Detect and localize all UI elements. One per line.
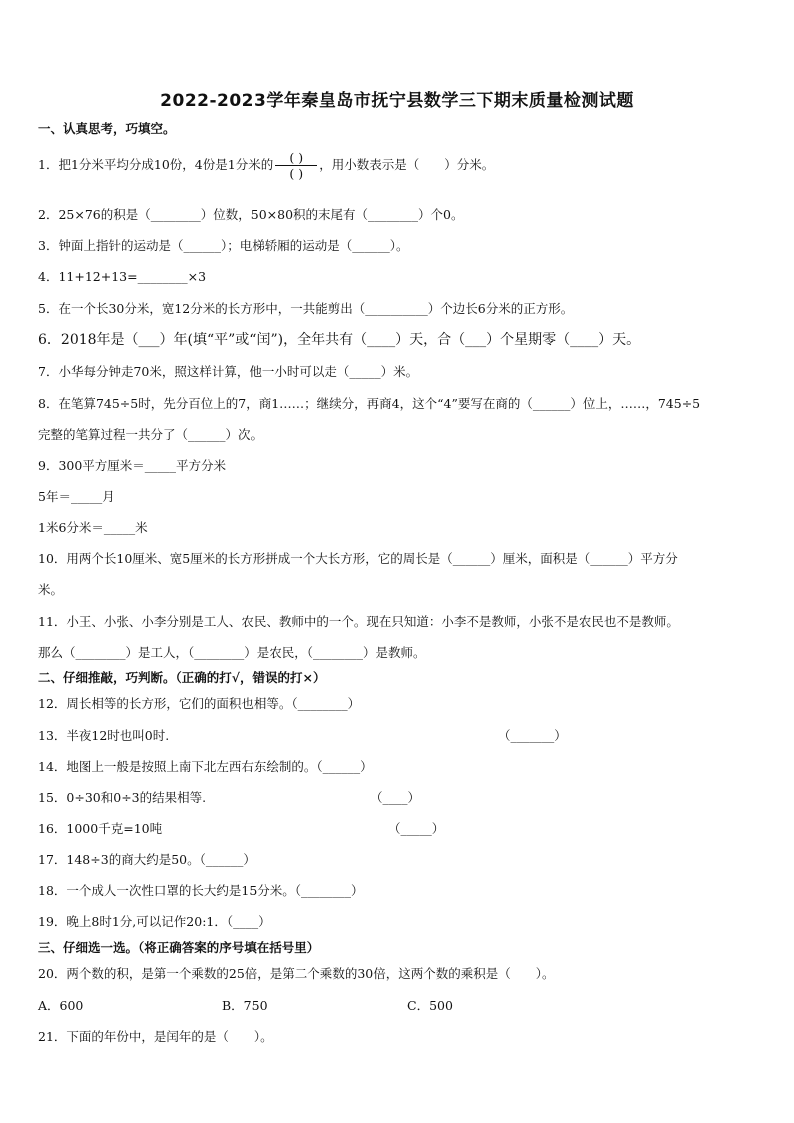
question-16: 16．1000千克=10吨 [38,821,163,836]
question-11-line-2: 那么（________）是工人，（________）是农民，（________）是教师。 [38,645,426,660]
question-1 [38,150,494,181]
fraction-denominator: ( ) [289,166,304,181]
question-13-answer-blank: （_______） [498,728,567,743]
question-21: 21．下面的年份中，是闰年的是（ ）。 [38,1029,273,1044]
question-6: 6．2018年是（___）年(填“平”或“闰”)，全年共有（____）天，合（___）个星期零（____）天。 [38,332,641,348]
section-heading-3: 三、仔细选一选。（将正确答案的序号填在括号里） [38,940,320,955]
blank-fraction [275,150,317,181]
question-20-option-c: C．500 [407,998,453,1013]
question-17: 17．148÷3的商大约是50。（______） [38,852,256,867]
question-9-line-1: 9．300平方厘米＝_____平方分米 [38,458,227,473]
question-1-text-a: 1．把1分米平均分成10份，4份是1分米的 [38,157,274,172]
question-9-line-2: 5年＝_____月 [38,489,115,504]
question-16-answer-blank: （_____） [388,821,445,836]
section-heading-2: 二、仔细推敲，巧判断。（正确的打√，错误的打×） [38,670,326,685]
question-19: 19．晚上8时1分,可以记作20:1．（____） [38,914,271,929]
question-1-text-b: ，用小数表示是（ ）分米。 [319,157,495,172]
question-18: 18．一个成人一次性口罩的长大约是15分米。（________） [38,883,364,898]
question-8-line-1: 8．在笔算745÷5时，先分百位上的7，商1……；继续分，再商4，这个“4”要写在商的（______）位上，……，745÷5 [38,396,701,411]
question-10-line-2: 米。 [38,582,64,597]
page-title: 2022-2023学年秦皇岛市抚宁县数学三下期末质量检测试题 [160,91,634,111]
section-heading-1: 一、认真思考，巧填空。 [38,121,176,136]
question-3: 3．钟面上指针的运动是（______）；电梯轿厢的运动是（______）。 [38,238,409,253]
question-20-option-a: A．600 [38,998,84,1013]
fraction-numerator: ( ) [289,150,304,165]
question-14: 14．地图上一般是按照上南下北左西右东绘制的。（______） [38,759,373,774]
question-9-line-3: 1米6分米＝_____米 [38,520,148,535]
question-5: 5．在一个长30分米，宽12分米的长方形中，一共能剪出（__________）个边长6分米的正方形。 [38,301,574,316]
question-20: 20．两个数的积，是第一个乘数的25倍，是第二个乘数的30倍，这两个数的乘积是（ ）。 [38,966,555,981]
question-7: 7．小华每分钟走70米，照这样计算，他一小时可以走（_____）米。 [38,364,419,379]
question-8-line-2: 完整的笔算过程一共分了（______）次。 [38,427,264,442]
question-11-line-1: 11．小王、小张、小李分别是工人、农民、教师中的一个。现在只知道：小李不是教师，小张不是农民也不是教师。 [38,614,679,629]
question-15-answer-blank: （____） [370,790,421,805]
question-20-option-b: B．750 [222,998,268,1013]
question-13: 13．半夜12时也叫0时. [38,728,170,743]
question-2: 2．25×76的积是（________）位数，50×80积的末尾有（________）个0。 [38,207,464,222]
question-10-line-1: 10．用两个长10厘米、宽5厘米的长方形拼成一个大长方形，它的周长是（______）厘米，面积是（______）平方分 [38,551,678,566]
question-15: 15．0÷30和0÷3的结果相等. [38,790,207,805]
question-12: 12．周长相等的长方形，它们的面积也相等。（________） [38,696,361,711]
question-4: 4．11+12+13=________×3 [38,269,207,284]
